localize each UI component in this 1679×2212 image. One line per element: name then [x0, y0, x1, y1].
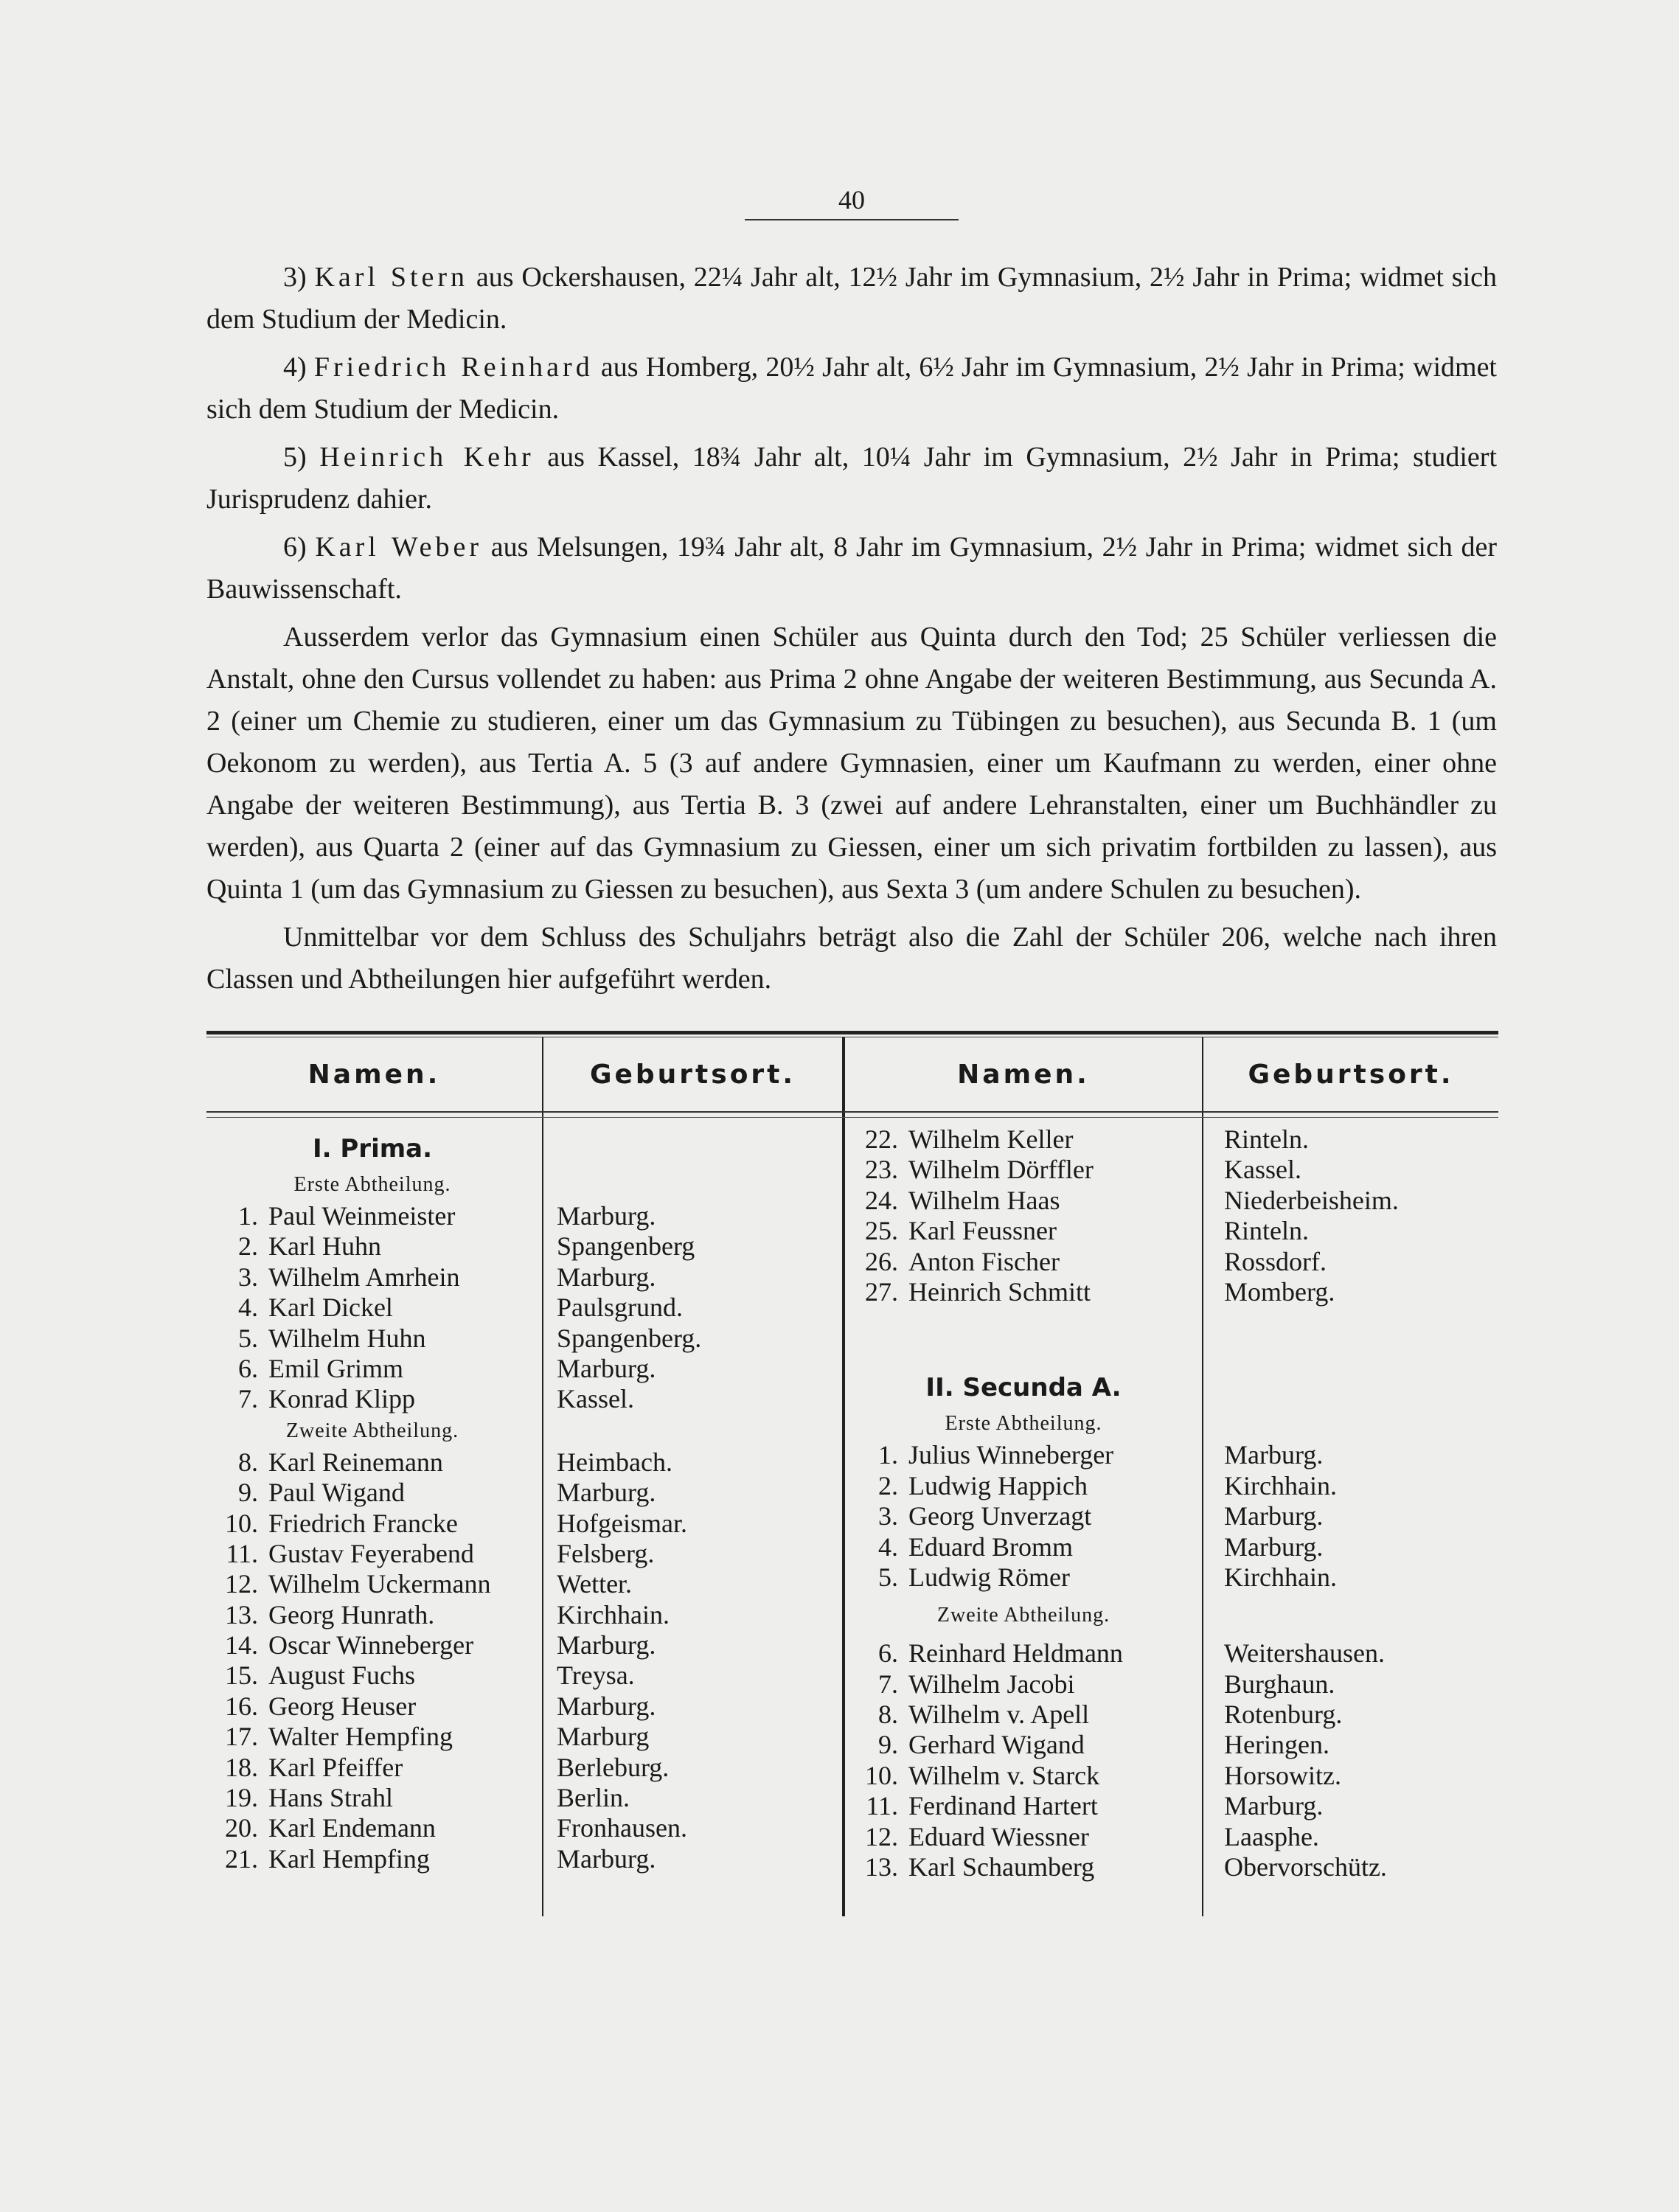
student-row: 10. Friedrich Francke	[225, 1508, 458, 1538]
birthplace: Marburg.	[1224, 1531, 1324, 1562]
header-namen-right: Namen.	[957, 1059, 1090, 1090]
section-title-secunda: II. Secunda A.	[925, 1373, 1122, 1403]
page-number-rule	[745, 219, 959, 220]
graduate-name: Karl Weber	[315, 532, 483, 563]
student-row: 22. Wilhelm Keller	[865, 1124, 1074, 1154]
paragraph-reinhard	[206, 347, 1497, 431]
student-row: 12. Eduard Wiessner	[865, 1821, 1089, 1851]
subsection-erste: Erste Abtheilung.	[293, 1173, 451, 1196]
birthplace: Horsowitz.	[1224, 1760, 1341, 1790]
birthplace: Kirchhain.	[1224, 1562, 1337, 1592]
paragraph-unmittelbar: Unmittelbar vor dem Schluss des Schuljahrs beträgt also die Zahl der Schüler 206, welche nach ihren Classen und Abtheilungen hier aufgeführt werden.	[206, 922, 1497, 995]
birthplace: Heringen.	[1224, 1730, 1329, 1760]
header-geburtsort-left: Geburtsort.	[589, 1059, 796, 1090]
birthplace: Berleburg.	[557, 1752, 670, 1782]
student-row: 4. Karl Dickel	[238, 1293, 393, 1323]
student-row: 6. Emil Grimm	[238, 1353, 403, 1383]
graduate-details: aus Melsungen, 19¾ Jahr alt, 8 Jahr im Gymnasium, 2½ Jahr in Prima; widmet sich der Bauwissenschaft.	[206, 532, 1498, 605]
student-row: 5. Wilhelm Huhn	[238, 1323, 426, 1353]
birthplace: Marburg.	[557, 1478, 656, 1508]
roster-grid	[206, 1037, 1498, 1916]
student-row: 10. Wilhelm v. Starck	[865, 1760, 1100, 1790]
birthplace: Fronhausen.	[557, 1813, 687, 1843]
birthplace: Marburg.	[1224, 1501, 1324, 1531]
right-names-column	[847, 1124, 1200, 1882]
birthplace: Marburg.	[1224, 1791, 1324, 1821]
birthplace: Burghaun.	[1224, 1669, 1335, 1699]
subsection-zweite: Zweite Abtheilung.	[285, 1419, 459, 1442]
student-row: 12. Wilhelm Uckermann	[225, 1569, 491, 1599]
birthplace: Heimbach.	[557, 1447, 672, 1477]
subsection-zweite: Zweite Abtheilung.	[936, 1604, 1110, 1627]
body-text	[206, 257, 1497, 1006]
birthplace: Wetter.	[557, 1569, 633, 1599]
student-row: 20. Karl Endemann	[225, 1813, 436, 1843]
student-row: 23. Wilhelm Dörffler	[865, 1155, 1094, 1185]
birthplace: Marburg.	[557, 1630, 656, 1660]
birthplace: Spangenberg.	[557, 1323, 702, 1353]
student-row: 25. Karl Feussner	[865, 1216, 1057, 1246]
left-names-column	[206, 1129, 538, 1874]
student-row: 24. Wilhelm Haas	[865, 1185, 1060, 1215]
birthplace: Kirchhain.	[557, 1599, 670, 1630]
student-row: 17. Walter Hempfing	[225, 1722, 453, 1752]
birthplace: Paulsgrund.	[557, 1293, 683, 1323]
birthplace: Marburg.	[557, 1691, 656, 1721]
table-top-rule	[206, 1031, 1498, 1034]
header-rule	[206, 1111, 1498, 1113]
student-row: 9. Gerhard Wigand	[878, 1730, 1085, 1760]
spacer	[557, 1415, 837, 1447]
birthplace: Marburg.	[1224, 1440, 1324, 1470]
birthplace: Laasphe.	[1224, 1821, 1319, 1851]
student-row: 8. Karl Reinemann	[238, 1447, 443, 1477]
section-title-prima: I. Prima.	[312, 1134, 433, 1164]
page-number: 40	[838, 185, 865, 215]
student-row: 18. Karl Pfeiffer	[225, 1752, 403, 1782]
item-number: 5)	[283, 442, 307, 473]
birthplace: Kassel.	[557, 1384, 634, 1414]
paragraph-stern	[206, 257, 1497, 341]
student-row: 13. Georg Hunrath.	[225, 1599, 435, 1630]
student-row: 1. Julius Winneberger	[878, 1440, 1114, 1470]
graduate-details: aus Ockershausen, 22¼ Jahr alt, 12½ Jahr im Gymnasium, 2½ Jahr in Prima; widmet sich dem Studium der Medicin.	[206, 262, 1498, 335]
graduate-details: aus Kassel, 18¾ Jahr alt, 10¼ Jahr im Gymnasium, 2½ Jahr in Prima; studiert Jurisprudenz dahier.	[206, 442, 1498, 515]
right-places-column	[1224, 1124, 1497, 1882]
spacer	[557, 1129, 837, 1201]
birthplace: Rotenburg.	[1224, 1700, 1343, 1730]
birthplace: Spangenberg	[557, 1231, 695, 1262]
birthplace: Rinteln.	[1224, 1124, 1309, 1154]
student-row: 8. Wilhelm v. Apell	[878, 1700, 1090, 1730]
column-divider	[542, 1037, 543, 1916]
spacer	[1224, 1593, 1497, 1638]
student-row: 4. Eduard Bromm	[878, 1531, 1073, 1562]
graduate-name: Heinrich Kehr	[319, 442, 535, 473]
student-row: 1. Paul Weinmeister	[238, 1201, 456, 1231]
column-divider-center	[842, 1037, 845, 1916]
column-divider	[1202, 1037, 1203, 1916]
header-geburtsort-right: Geburtsort.	[1248, 1059, 1454, 1090]
birthplace: Rossdorf.	[1224, 1246, 1327, 1276]
student-row: 6. Reinhard Heldmann	[878, 1638, 1123, 1669]
birthplace: Kirchhain.	[1224, 1470, 1337, 1500]
paragraph-weber	[206, 526, 1497, 611]
student-row: 15. August Fuchs	[225, 1660, 416, 1691]
birthplace: Felsberg.	[557, 1538, 655, 1568]
student-row: 7. Wilhelm Jacobi	[878, 1669, 1075, 1699]
subsection-erste: Erste Abtheilung.	[945, 1412, 1102, 1436]
birthplace: Marburg.	[557, 1353, 656, 1383]
student-roster-table	[206, 1031, 1498, 1916]
student-row: 2. Ludwig Happich	[878, 1470, 1088, 1500]
item-number: 6)	[283, 532, 307, 563]
birthplace: Kassel.	[1224, 1155, 1301, 1185]
paragraph-kehr	[206, 437, 1497, 521]
birthplace: Marburg.	[557, 1262, 656, 1292]
birthplace: Rinteln.	[1224, 1216, 1309, 1246]
student-row: 2. Karl Huhn	[238, 1231, 381, 1262]
header-rule-thin	[206, 1117, 1498, 1118]
spacer	[1224, 1307, 1497, 1440]
student-row: 16. Georg Heuser	[225, 1691, 417, 1721]
graduate-name: Friedrich Reinhard	[313, 352, 594, 383]
birthplace: Obervorschütz.	[1224, 1852, 1387, 1882]
student-row: 11. Gustav Feyerabend	[226, 1538, 474, 1568]
birthplace: Marburg.	[557, 1201, 656, 1231]
student-row: 3. Wilhelm Amrhein	[238, 1262, 460, 1292]
student-row: 7. Konrad Klipp	[238, 1384, 415, 1414]
student-row: 5. Ludwig Römer	[878, 1562, 1070, 1592]
birthplace: Marburg	[557, 1722, 650, 1752]
birthplace: Niederbeisheim.	[1224, 1185, 1399, 1215]
birthplace: Berlin.	[557, 1783, 630, 1813]
student-row: 3. Georg Unverzagt	[878, 1501, 1092, 1531]
birthplace: Momberg.	[1224, 1276, 1335, 1307]
student-row: 19. Hans Strahl	[225, 1783, 393, 1813]
student-row: 13. Karl Schaumberg	[865, 1852, 1095, 1882]
birthplace: Marburg.	[557, 1843, 656, 1874]
spacer	[847, 1307, 1200, 1368]
student-row: 27. Heinrich Schmitt	[865, 1276, 1091, 1307]
graduate-name: Karl Stern	[314, 262, 469, 293]
item-number: 4)	[283, 352, 307, 383]
item-number: 3)	[283, 262, 307, 293]
student-row: 9. Paul Wigand	[238, 1478, 405, 1508]
birthplace: Hofgeismar.	[557, 1508, 687, 1538]
birthplace: Weitershausen.	[1224, 1638, 1386, 1669]
student-row: 21. Karl Hempfing	[225, 1843, 430, 1874]
student-row: 26. Anton Fischer	[865, 1246, 1060, 1276]
left-places-column	[557, 1129, 837, 1874]
student-row: 14. Oscar Winneberger	[225, 1630, 474, 1660]
graduate-details: aus Homberg, 20½ Jahr alt, 6½ Jahr im Gymnasium, 2½ Jahr in Prima; widmet sich dem Studium der Medicin.	[206, 352, 1497, 425]
header-namen-left: Namen.	[307, 1059, 441, 1090]
student-row: 11. Ferdinand Hartert	[866, 1791, 1098, 1821]
birthplace: Treysa.	[557, 1660, 635, 1691]
paragraph-ausserdem: Ausserdem verlor das Gymnasium einen Schüler aus Quinta durch den Tod; 25 Schüler verliessen die Anstalt, ohne den Cursus vollendet zu haben: aus Prima 2 ohne Angabe der weiteren Bestimmung, aus Secunda A. 2 (einer um Chemie zu studieren, einer um das Gymnasium zu Tübingen zu besuchen), aus Secunda B. 1 (um Oekonom zu werden), aus Tertia A. 5 (3 auf andere Gymnasien, einer um Kaufmann zu werden, einer ohne Angabe der weiteren Bestimmung), aus Tertia B. 3 (zwei auf andere Lehranstalten, einer um Buchhändler zu werden), aus Quarta 2 (einer auf das Gymnasium zu Giessen, einer um sich privatim fortbilden zu lassen), aus Quinta 1 (um das Gymnasium zu Giessen zu besuchen), aus Sexta 3 (um andere Schulen zu besuchen).	[206, 622, 1497, 905]
